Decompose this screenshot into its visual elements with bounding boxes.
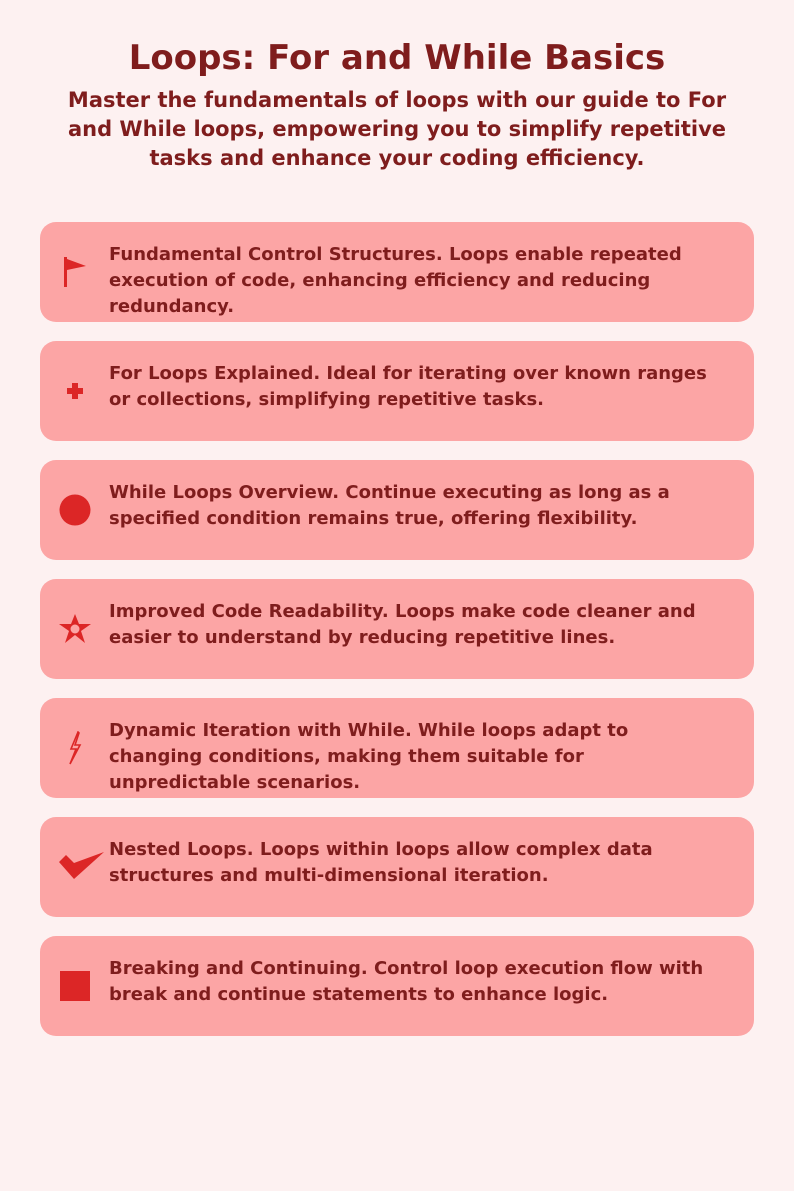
list-item <box>40 341 754 441</box>
item-text: Dynamic Iteration with While. While loops adapt to changing conditions, making them suitable for unpredictable scenarios. <box>109 720 629 793</box>
star-icon <box>56 610 94 648</box>
list-item <box>40 222 754 322</box>
plus-icon <box>56 372 94 410</box>
item-text: Fundamental Control Structures. Loops enable repeated execution of code, enhancing efficiency and reducing redundancy. <box>109 244 682 317</box>
list-item <box>40 460 754 560</box>
item-text: Nested Loops. Loops within loops allow complex data structures and multi-dimensional iteration. <box>109 839 653 886</box>
item-list <box>40 222 754 1055</box>
lightning-icon <box>56 729 94 767</box>
item-text: Improved Code Readability. Loops make code cleaner and easier to understand by reducing repetitive lines. <box>109 601 696 648</box>
list-item <box>40 936 754 1036</box>
item-text: For Loops Explained. Ideal for iterating over known ranges or collections, simplifying repetitive tasks. <box>109 363 707 410</box>
page-subtitle: Master the fundamentals of loops with our guide to For and While loops, empowering you to simplify repetitive tasks and enhance your coding efficiency. <box>67 88 727 170</box>
circle-icon <box>56 491 94 529</box>
page-title: Loops: For and While Basics <box>128 38 666 78</box>
square-icon <box>56 967 94 1005</box>
flag-icon <box>56 253 94 291</box>
item-text: Breaking and Continuing. Control loop execution flow with break and continue statements to enhance logic. <box>109 958 704 1005</box>
list-item <box>40 698 754 798</box>
list-item <box>40 817 754 917</box>
item-text: While Loops Overview. Continue executing as long as a specified condition remains true, offering flexibility. <box>109 482 670 529</box>
list-item <box>40 579 754 679</box>
checkmark-icon <box>58 848 106 886</box>
